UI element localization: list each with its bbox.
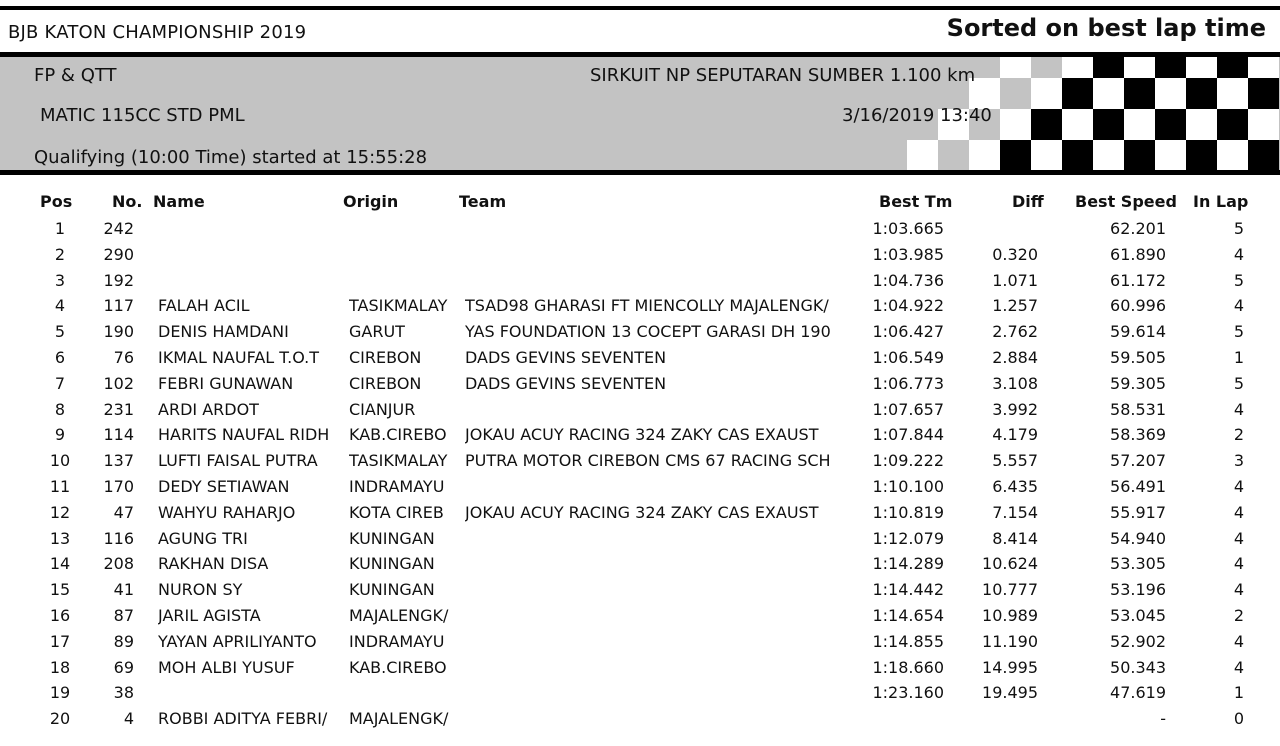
cell-team: JOKAU ACUY RACING 324 ZAKY CAS EXAUST <box>465 425 819 445</box>
cell-pos: 3 <box>54 270 66 290</box>
flag-square <box>1000 78 1031 109</box>
cell-origin: TASIKMALAY <box>349 451 448 471</box>
cell-pos: 10 <box>49 451 71 471</box>
cell-in-lap: 5 <box>1233 219 1244 238</box>
cell-no: 114 <box>103 425 134 445</box>
cell-diff: 8.414 <box>992 528 1038 548</box>
cell-best-tm: 1:04.922 <box>872 296 944 316</box>
cell-best-speed: - <box>1160 709 1166 729</box>
cell-origin: TASIKMALAY <box>349 296 448 316</box>
cell-name: IKMAL NAUFAL T.O.T <box>158 348 320 367</box>
table-row <box>0 709 1280 735</box>
cell-best-speed: 58.369 <box>1110 425 1166 445</box>
flag-square <box>1062 78 1093 109</box>
championship-title: BJB KATON CHAMPIONSHIP 2019 <box>8 22 307 43</box>
cell-no: 117 <box>103 296 134 316</box>
cell-name: ROBBI ADITYA FEBRI/ <box>158 709 328 729</box>
flag-square <box>1031 57 1062 78</box>
cell-best-speed: 47.619 <box>1110 683 1166 703</box>
col-diff: Diff <box>1012 192 1044 211</box>
cell-in-lap: 5 <box>1233 322 1244 342</box>
cell-name: FEBRI GUNAWAN <box>158 373 294 393</box>
col-team: Team <box>459 192 507 211</box>
flag-square <box>1093 109 1124 140</box>
cell-pos: 11 <box>49 477 71 496</box>
cell-no: 89 <box>113 631 134 651</box>
flag-square <box>1000 57 1031 78</box>
cell-in-lap: 4 <box>1233 657 1244 677</box>
cell-pos: 8 <box>54 399 66 419</box>
flag-square <box>1031 140 1062 170</box>
cell-diff: 1.071 <box>992 270 1038 290</box>
table-row <box>0 219 1280 245</box>
flag-square <box>1248 109 1279 140</box>
flag-square <box>1248 57 1279 78</box>
cell-in-lap: 4 <box>1233 244 1244 264</box>
cell-team: DADS GEVINS SEVENTEN <box>465 348 667 367</box>
cell-in-lap: 4 <box>1233 580 1244 600</box>
cell-no: 208 <box>103 554 134 574</box>
cell-pos: 17 <box>49 631 71 651</box>
flag-square <box>1093 57 1124 78</box>
cell-pos: 19 <box>49 683 71 703</box>
table-row <box>0 554 1280 580</box>
cell-no: 76 <box>113 348 134 367</box>
cell-best-tm: 1:03.665 <box>872 219 944 238</box>
cell-in-lap: 4 <box>1233 399 1244 419</box>
session-label: FP & QTT <box>34 65 117 86</box>
qualifying-label: Qualifying (10:00 Time) started at 15:55:28 <box>34 147 428 168</box>
cell-diff: 0.320 <box>992 244 1038 264</box>
cell-pos: 2 <box>54 244 66 264</box>
cell-name: DENIS HAMDANI <box>158 322 289 342</box>
cell-no: 192 <box>103 270 134 290</box>
cell-pos: 14 <box>49 554 71 574</box>
col-best-speed: Best Speed <box>1075 192 1177 211</box>
flag-square <box>1186 78 1217 109</box>
cell-diff: 5.557 <box>992 451 1038 471</box>
cell-no: 137 <box>103 451 134 471</box>
flag-square <box>1217 57 1248 78</box>
cell-in-lap: 4 <box>1233 554 1244 574</box>
cell-best-tm: 1:12.079 <box>872 528 944 548</box>
col-origin: Origin <box>343 192 399 211</box>
cell-diff: 3.108 <box>992 373 1038 393</box>
table-row <box>0 606 1280 632</box>
session-info-band <box>0 52 1280 175</box>
cell-pos: 7 <box>54 373 66 393</box>
cell-best-tm: 1:03.985 <box>872 244 944 264</box>
flag-square <box>907 140 938 170</box>
cell-best-speed: 52.902 <box>1110 631 1166 651</box>
cell-no: 231 <box>103 399 134 419</box>
col-no: No. <box>112 192 143 211</box>
table-row <box>0 348 1280 374</box>
cell-best-tm: 1:06.549 <box>872 348 944 367</box>
cell-name: FALAH ACIL <box>158 296 250 316</box>
flag-square <box>876 140 907 170</box>
table-row <box>0 529 1280 555</box>
cell-diff: 2.762 <box>992 322 1038 342</box>
flag-square <box>1248 140 1279 170</box>
cell-best-tm: 1:09.222 <box>872 451 944 471</box>
cell-pos: 12 <box>49 502 71 522</box>
flag-square <box>1062 140 1093 170</box>
flag-square <box>1155 57 1186 78</box>
cell-pos: 9 <box>54 425 66 445</box>
cell-in-lap: 1 <box>1233 683 1244 703</box>
flag-square <box>1093 140 1124 170</box>
cell-best-tm: 1:23.160 <box>872 683 944 703</box>
cell-no: 41 <box>113 580 134 600</box>
cell-best-tm: 1:18.660 <box>872 657 944 677</box>
cell-best-tm: 1:14.855 <box>872 631 944 651</box>
cell-pos: 4 <box>54 296 66 316</box>
flag-square <box>1155 78 1186 109</box>
cell-best-tm: 1:07.844 <box>872 425 944 445</box>
table-row <box>0 503 1280 529</box>
cell-in-lap: 5 <box>1233 270 1244 290</box>
cell-name: HARITS NAUFAL RIDH <box>158 425 330 445</box>
flag-square <box>1124 109 1155 140</box>
circuit-label: SIRKUIT NP SEPUTARAN SUMBER 1.100 km <box>590 65 976 86</box>
cell-no: 87 <box>113 606 134 625</box>
flag-square <box>1062 109 1093 140</box>
cell-name: YAYAN APRILIYANTO <box>158 631 317 651</box>
flag-square <box>1186 109 1217 140</box>
cell-origin: CIREBON <box>349 348 422 367</box>
cell-pos: 20 <box>49 709 71 729</box>
cell-origin: MAJALENGK/ <box>349 709 449 729</box>
cell-pos: 13 <box>49 528 71 548</box>
table-row <box>0 632 1280 658</box>
datetime-label: 3/16/2019 13:40 <box>842 105 992 126</box>
cell-in-lap: 1 <box>1233 348 1244 367</box>
cell-team: JOKAU ACUY RACING 324 ZAKY CAS EXAUST <box>465 502 819 522</box>
table-row <box>0 322 1280 348</box>
cell-origin: KUNINGAN <box>349 554 435 574</box>
flag-square <box>938 140 969 170</box>
cell-best-speed: 57.207 <box>1110 451 1166 471</box>
cell-best-speed: 53.196 <box>1110 580 1166 600</box>
flag-square <box>1124 140 1155 170</box>
cell-origin: GARUT <box>349 322 405 342</box>
top-rule <box>0 6 1280 10</box>
cell-diff: 2.884 <box>992 348 1038 367</box>
cell-best-speed: 59.505 <box>1110 348 1166 367</box>
cell-best-speed: 59.614 <box>1110 322 1166 342</box>
cell-no: 47 <box>113 502 134 522</box>
flag-square <box>1124 57 1155 78</box>
table-row <box>0 374 1280 400</box>
cell-best-speed: 59.305 <box>1110 373 1166 393</box>
table-row <box>0 658 1280 684</box>
table-row <box>0 245 1280 271</box>
cell-best-speed: 56.491 <box>1110 477 1166 496</box>
cell-name: LUFTI FAISAL PUTRA <box>158 451 318 471</box>
flag-square <box>1062 57 1093 78</box>
cell-name: ARDI ARDOT <box>158 399 259 419</box>
cell-best-tm: 1:06.773 <box>872 373 944 393</box>
cell-best-tm: 1:06.427 <box>872 322 944 342</box>
cell-diff: 1.257 <box>992 296 1038 316</box>
cell-best-tm: 1:10.819 <box>872 502 944 522</box>
table-row <box>0 683 1280 709</box>
cell-origin: KUNINGAN <box>349 580 435 600</box>
flag-square <box>1093 78 1124 109</box>
cell-in-lap: 0 <box>1233 709 1244 729</box>
sort-label: Sorted on best lap time <box>946 14 1266 42</box>
col-best-tm: Best Tm <box>879 192 953 211</box>
cell-no: 242 <box>103 219 134 238</box>
cell-best-speed: 54.940 <box>1110 528 1166 548</box>
flag-square <box>1186 57 1217 78</box>
cell-no: 4 <box>123 709 134 729</box>
cell-no: 116 <box>103 528 134 548</box>
cell-origin: INDRAMAYU <box>349 477 445 496</box>
cell-best-tm: 1:14.289 <box>872 554 944 574</box>
cell-pos: 5 <box>54 322 66 342</box>
cell-pos: 15 <box>49 580 71 600</box>
cell-in-lap: 2 <box>1233 425 1244 445</box>
cell-in-lap: 4 <box>1233 296 1244 316</box>
cell-team: YAS FOUNDATION 13 COCEPT GARASI DH 190 <box>465 322 831 342</box>
cell-name: DEDY SETIAWAN <box>158 477 290 496</box>
cell-origin: CIREBON <box>349 373 422 393</box>
flag-square <box>1000 140 1031 170</box>
cell-name: AGUNG TRI <box>158 528 248 548</box>
cell-best-tm: 1:07.657 <box>872 399 944 419</box>
cell-pos: 6 <box>54 348 66 367</box>
cell-diff: 4.179 <box>992 425 1038 445</box>
table-row <box>0 425 1280 451</box>
flag-square <box>1217 109 1248 140</box>
cell-name: JARIL AGISTA <box>158 606 261 625</box>
cell-name: WAHYU RAHARJO <box>158 502 296 522</box>
cell-diff: 10.777 <box>982 580 1038 600</box>
cell-no: 190 <box>103 322 134 342</box>
cell-team: TSAD98 GHARASI FT MIENCOLLY MAJALENGK/ <box>465 296 829 316</box>
cell-origin: INDRAMAYU <box>349 631 445 651</box>
col-name: Name <box>153 192 205 211</box>
cell-pos: 16 <box>49 606 71 625</box>
cell-name: MOH ALBI YUSUF <box>158 657 295 677</box>
cell-diff: 10.989 <box>982 606 1038 625</box>
flag-square <box>1155 109 1186 140</box>
cell-origin: KOTA CIREB <box>349 502 444 522</box>
cell-diff: 6.435 <box>992 477 1038 496</box>
table-row <box>0 296 1280 322</box>
cell-best-speed: 58.531 <box>1110 399 1166 419</box>
flag-square <box>1031 109 1062 140</box>
cell-best-tm: 1:14.442 <box>872 580 944 600</box>
cell-no: 38 <box>113 683 134 703</box>
cell-diff: 11.190 <box>982 631 1038 651</box>
cell-diff: 10.624 <box>982 554 1038 574</box>
cell-diff: 7.154 <box>992 502 1038 522</box>
cell-no: 290 <box>103 244 134 264</box>
cell-best-speed: 55.917 <box>1110 502 1166 522</box>
flag-square <box>1124 78 1155 109</box>
cell-best-speed: 62.201 <box>1110 219 1166 238</box>
cell-no: 102 <box>103 373 134 393</box>
flag-square <box>969 140 1000 170</box>
category-label: MATIC 115CC STD PML <box>40 105 245 126</box>
cell-best-speed: 61.172 <box>1110 270 1166 290</box>
cell-origin: CIANJUR <box>349 399 416 419</box>
cell-in-lap: 4 <box>1233 528 1244 548</box>
cell-pos: 18 <box>49 657 71 677</box>
flag-square <box>1248 78 1279 109</box>
cell-origin: KUNINGAN <box>349 528 435 548</box>
cell-best-speed: 50.343 <box>1110 657 1166 677</box>
cell-no: 69 <box>113 657 134 677</box>
cell-no: 170 <box>103 477 134 496</box>
cell-in-lap: 2 <box>1233 606 1244 625</box>
cell-diff: 19.495 <box>982 683 1038 703</box>
cell-name: NURON SY <box>158 580 243 600</box>
cell-best-tm: 1:10.100 <box>872 477 944 496</box>
col-in-lap: In Lap <box>1193 192 1249 211</box>
table-row <box>0 580 1280 606</box>
flag-square <box>1217 78 1248 109</box>
cell-best-tm: 1:04.736 <box>872 270 944 290</box>
cell-team: DADS GEVINS SEVENTEN <box>465 373 667 393</box>
cell-name: RAKHAN DISA <box>158 554 269 574</box>
cell-best-speed: 53.305 <box>1110 554 1166 574</box>
cell-diff: 3.992 <box>992 399 1038 419</box>
table-row <box>0 477 1280 503</box>
cell-pos: 1 <box>54 219 66 238</box>
flag-square <box>1155 140 1186 170</box>
col-pos: Pos <box>40 192 73 211</box>
cell-origin: KAB.CIREBO <box>349 425 447 445</box>
cell-in-lap: 5 <box>1233 373 1244 393</box>
table-row <box>0 400 1280 426</box>
cell-best-speed: 61.890 <box>1110 244 1166 264</box>
flag-square <box>1000 109 1031 140</box>
cell-in-lap: 4 <box>1233 502 1244 522</box>
flag-square <box>1031 78 1062 109</box>
cell-diff: 14.995 <box>982 657 1038 677</box>
cell-in-lap: 4 <box>1233 631 1244 651</box>
cell-in-lap: 3 <box>1233 451 1244 471</box>
cell-origin: MAJALENGK/ <box>349 606 449 625</box>
cell-best-tm: 1:14.654 <box>872 606 944 625</box>
flag-square <box>845 140 876 170</box>
cell-best-speed: 60.996 <box>1110 296 1166 316</box>
cell-best-speed: 53.045 <box>1110 606 1166 625</box>
flag-square <box>1217 140 1248 170</box>
cell-team: PUTRA MOTOR CIREBON CMS 67 RACING SCH <box>465 451 831 471</box>
flag-square <box>1186 140 1217 170</box>
cell-in-lap: 4 <box>1233 477 1244 496</box>
table-row <box>0 451 1280 477</box>
cell-origin: KAB.CIREBO <box>349 657 447 677</box>
table-row <box>0 271 1280 297</box>
